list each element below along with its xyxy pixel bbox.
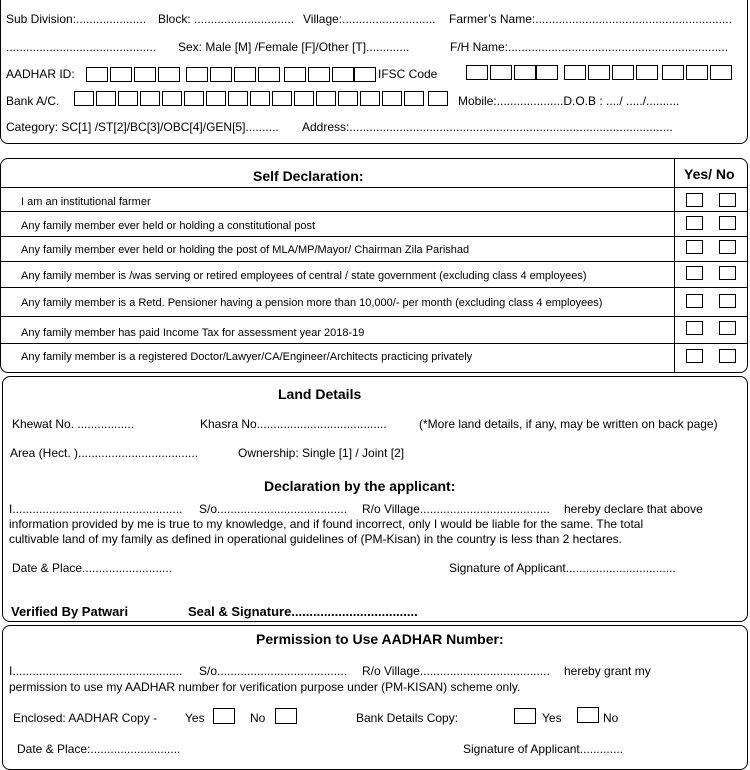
permission-name-field[interactable]: I................................................... [9,664,183,678]
yes-checkbox[interactable] [686,349,703,363]
mobile-dob-field[interactable]: Mobile:....................D.O.B : ..../ ...../.......... [458,94,680,108]
permission-text-line-2: permission to use my AADHAR number for verification purpose under (PM-KISAN) scheme only. [9,680,521,694]
aadhar-digit-box[interactable] [258,67,280,82]
aadhar-digit-box[interactable] [110,67,132,82]
aadhar-digit-box[interactable] [284,67,306,82]
bank-digit-box[interactable] [250,91,270,106]
row-divider [1,287,747,288]
self-declaration-column-divider [674,159,675,372]
aadhar-digit-box[interactable] [134,67,156,82]
aadhar-digit-box[interactable] [308,67,330,82]
bank-digit-box[interactable] [294,91,314,106]
aadhar-digit-box[interactable] [234,67,256,82]
address-field[interactable]: Address:................................................................................................. [302,120,673,134]
no-checkbox[interactable] [719,193,736,207]
applicant-declaration-title: Declaration by the applicant: [264,478,456,494]
aadhar-copy-yes-checkbox[interactable] [213,708,235,724]
bank-digit-box[interactable] [162,91,182,106]
bank-digit-box[interactable] [74,91,94,106]
declaration-item-text: Any family member ever held or holding the post of MLA/MP/Mayor/ Chairman Zila Parishad [21,244,470,256]
no-checkbox[interactable] [719,240,736,254]
yes-checkbox[interactable] [686,294,703,308]
bank-copy-no-checkbox[interactable] [577,707,599,723]
aadhar-copy-no-checkbox[interactable] [275,708,297,724]
bank-account-label: Bank A/C. [6,94,60,108]
permission-signature-field[interactable]: Signature of Applicant............. [463,742,624,756]
declaration-item-text: Any family member ever held or holding a constitutional post [21,220,316,232]
bank-copy-yes-checkbox[interactable] [514,708,536,724]
bank-digit-box[interactable] [360,91,380,106]
bank-digit-box[interactable] [428,91,448,106]
bank-digit-box[interactable] [404,91,424,106]
aadhar-label: AADHAR ID: [6,67,75,81]
bank-copy-no-label: No [603,711,619,725]
declaration-item-text: I am an institutional farmer [21,196,151,208]
ifsc-char-box[interactable] [588,65,610,80]
category-field[interactable]: Category: SC[1] /ST[2]/BC[3]/OBC[4]/GEN[5].......... [6,120,279,134]
no-checkbox[interactable] [719,321,736,335]
father-husband-name-field[interactable]: F/H Name:.................................................................. [450,40,729,54]
bank-digit-box[interactable] [96,91,116,106]
yes-checkbox[interactable] [686,216,703,230]
ifsc-char-box[interactable] [612,65,634,80]
yes-checkbox[interactable] [686,240,703,254]
bank-digit-box[interactable] [140,91,160,106]
permission-village-field[interactable]: R/o Village....................................... [362,664,550,678]
permission-so-field[interactable]: S/o....................................... [199,664,348,678]
enclosed-aadhar-copy-label: Enclosed: AADHAR Copy - [13,711,158,725]
row-divider [1,316,747,317]
self-declaration-title: Self Declaration: [253,168,364,184]
yes-checkbox[interactable] [686,193,703,207]
bank-digit-box[interactable] [184,91,204,106]
more-land-note: (*More land details, if any, may be written on back page) [419,417,718,431]
declaration-village-field[interactable]: R/o Village....................................... [362,502,550,516]
bank-digit-box[interactable] [228,91,248,106]
declaration-text-line-2: information provided by me is true to my knowledge, and if found incorrect, only I would be liable for the same. The total [9,517,644,531]
aadhar-digit-box[interactable] [186,67,208,82]
aadhar-digit-box[interactable] [354,67,376,82]
ifsc-char-box[interactable] [490,65,512,80]
declaration-date-place-field[interactable]: Date & Place........................... [12,561,173,575]
declaration-item-text: Any family member is a Retd. Pensioner having a pension more than 10,000/- per month (excluding class 4 employees) [21,297,603,309]
no-checkbox[interactable] [719,216,736,230]
subdivision-field[interactable]: Sub Division:..................... [6,12,147,26]
bank-digit-box[interactable] [206,91,226,106]
ifsc-char-box[interactable] [710,65,732,80]
row-divider [1,211,747,212]
block-field[interactable]: Block: .............................. [158,12,295,26]
bank-digit-box[interactable] [382,91,402,106]
declaration-signature-field[interactable]: Signature of Applicant................................. [449,561,676,575]
khasra-field[interactable]: Khasra No....................................... [200,417,387,431]
ifsc-char-box[interactable] [536,65,558,80]
ifsc-char-box[interactable] [662,65,684,80]
aadhar-copy-yes-label: Yes [185,711,205,725]
bank-copy-yes-label: Yes [542,711,562,725]
permission-date-place-field[interactable]: Date & Place:........................... [17,742,181,756]
bank-digit-box[interactable] [118,91,138,106]
row-divider [1,343,747,344]
yes-checkbox[interactable] [686,266,703,280]
ifsc-char-box[interactable] [564,65,586,80]
no-checkbox[interactable] [719,266,736,280]
ifsc-char-box[interactable] [514,65,536,80]
ifsc-label: IFSC Code [378,67,438,81]
name-continuation-field[interactable]: ............................................. [6,40,157,54]
bank-digit-box[interactable] [316,91,336,106]
aadhar-digit-box[interactable] [86,67,108,82]
yes-no-header: Yes/ No [684,166,735,182]
row-divider [1,261,747,262]
row-divider [1,236,747,237]
ifsc-char-box[interactable] [686,65,708,80]
declaration-item-text: Any family member is a registered Doctor/Lawyer/CA/Engineer/Architects practicing privately [21,351,473,363]
declaration-item-text: Any family member is /was serving or retired employees of central / state government (excluding class 4 employees) [21,270,587,282]
aadhar-digit-box[interactable] [332,67,354,82]
yes-checkbox[interactable] [686,321,703,335]
village-field[interactable]: Village:............................ [303,12,436,26]
sex-field[interactable]: Sex: Male [M] /Female [F]/Other [T]............. [178,40,410,54]
declaration-name-field[interactable]: I................................................... [9,502,183,516]
land-details-box [2,376,748,622]
aadhar-permission-title: Permission to Use AADHAR Number: [256,631,504,647]
seal-signature-field[interactable]: Seal & Signature................................... [188,604,418,619]
verified-by-patwari-label: Verified By Patwari [11,604,129,619]
aadhar-copy-no-label: No [250,711,266,725]
farmer-name-field[interactable]: Farmer’s Name:........................................................... [449,12,732,26]
khewat-field[interactable]: Khewat No. ................. [12,417,135,431]
bank-details-copy-label: Bank Details Copy: [356,711,459,725]
self-declaration-header-divider [1,187,747,188]
bank-digit-box[interactable] [338,91,358,106]
ownership-field[interactable]: Ownership: Single [1] / Joint [2] [238,446,405,460]
ifsc-char-box[interactable] [636,65,658,80]
declaration-text-line-3: cultivable land of my family as defined in operational guidelines of (PM-Kisan) in the country is less than 2 hectares. [9,532,622,546]
ifsc-char-box[interactable] [466,65,488,80]
declaration-line-end: hereby declare that above [564,502,703,516]
area-field[interactable]: Area (Hect. ).................................... [10,446,199,460]
declaration-item-text: Any family member has paid Income Tax for assessment year 2018-19 [21,327,365,339]
permission-line-end: hereby grant my [564,664,651,678]
self-declaration-box [0,158,748,373]
declaration-so-field[interactable]: S/o....................................... [199,502,348,516]
land-details-title: Land Details [278,386,362,402]
bank-digit-box[interactable] [272,91,292,106]
no-checkbox[interactable] [719,349,736,363]
aadhar-digit-box[interactable] [210,67,232,82]
aadhar-digit-box[interactable] [158,67,180,82]
no-checkbox[interactable] [719,294,736,308]
